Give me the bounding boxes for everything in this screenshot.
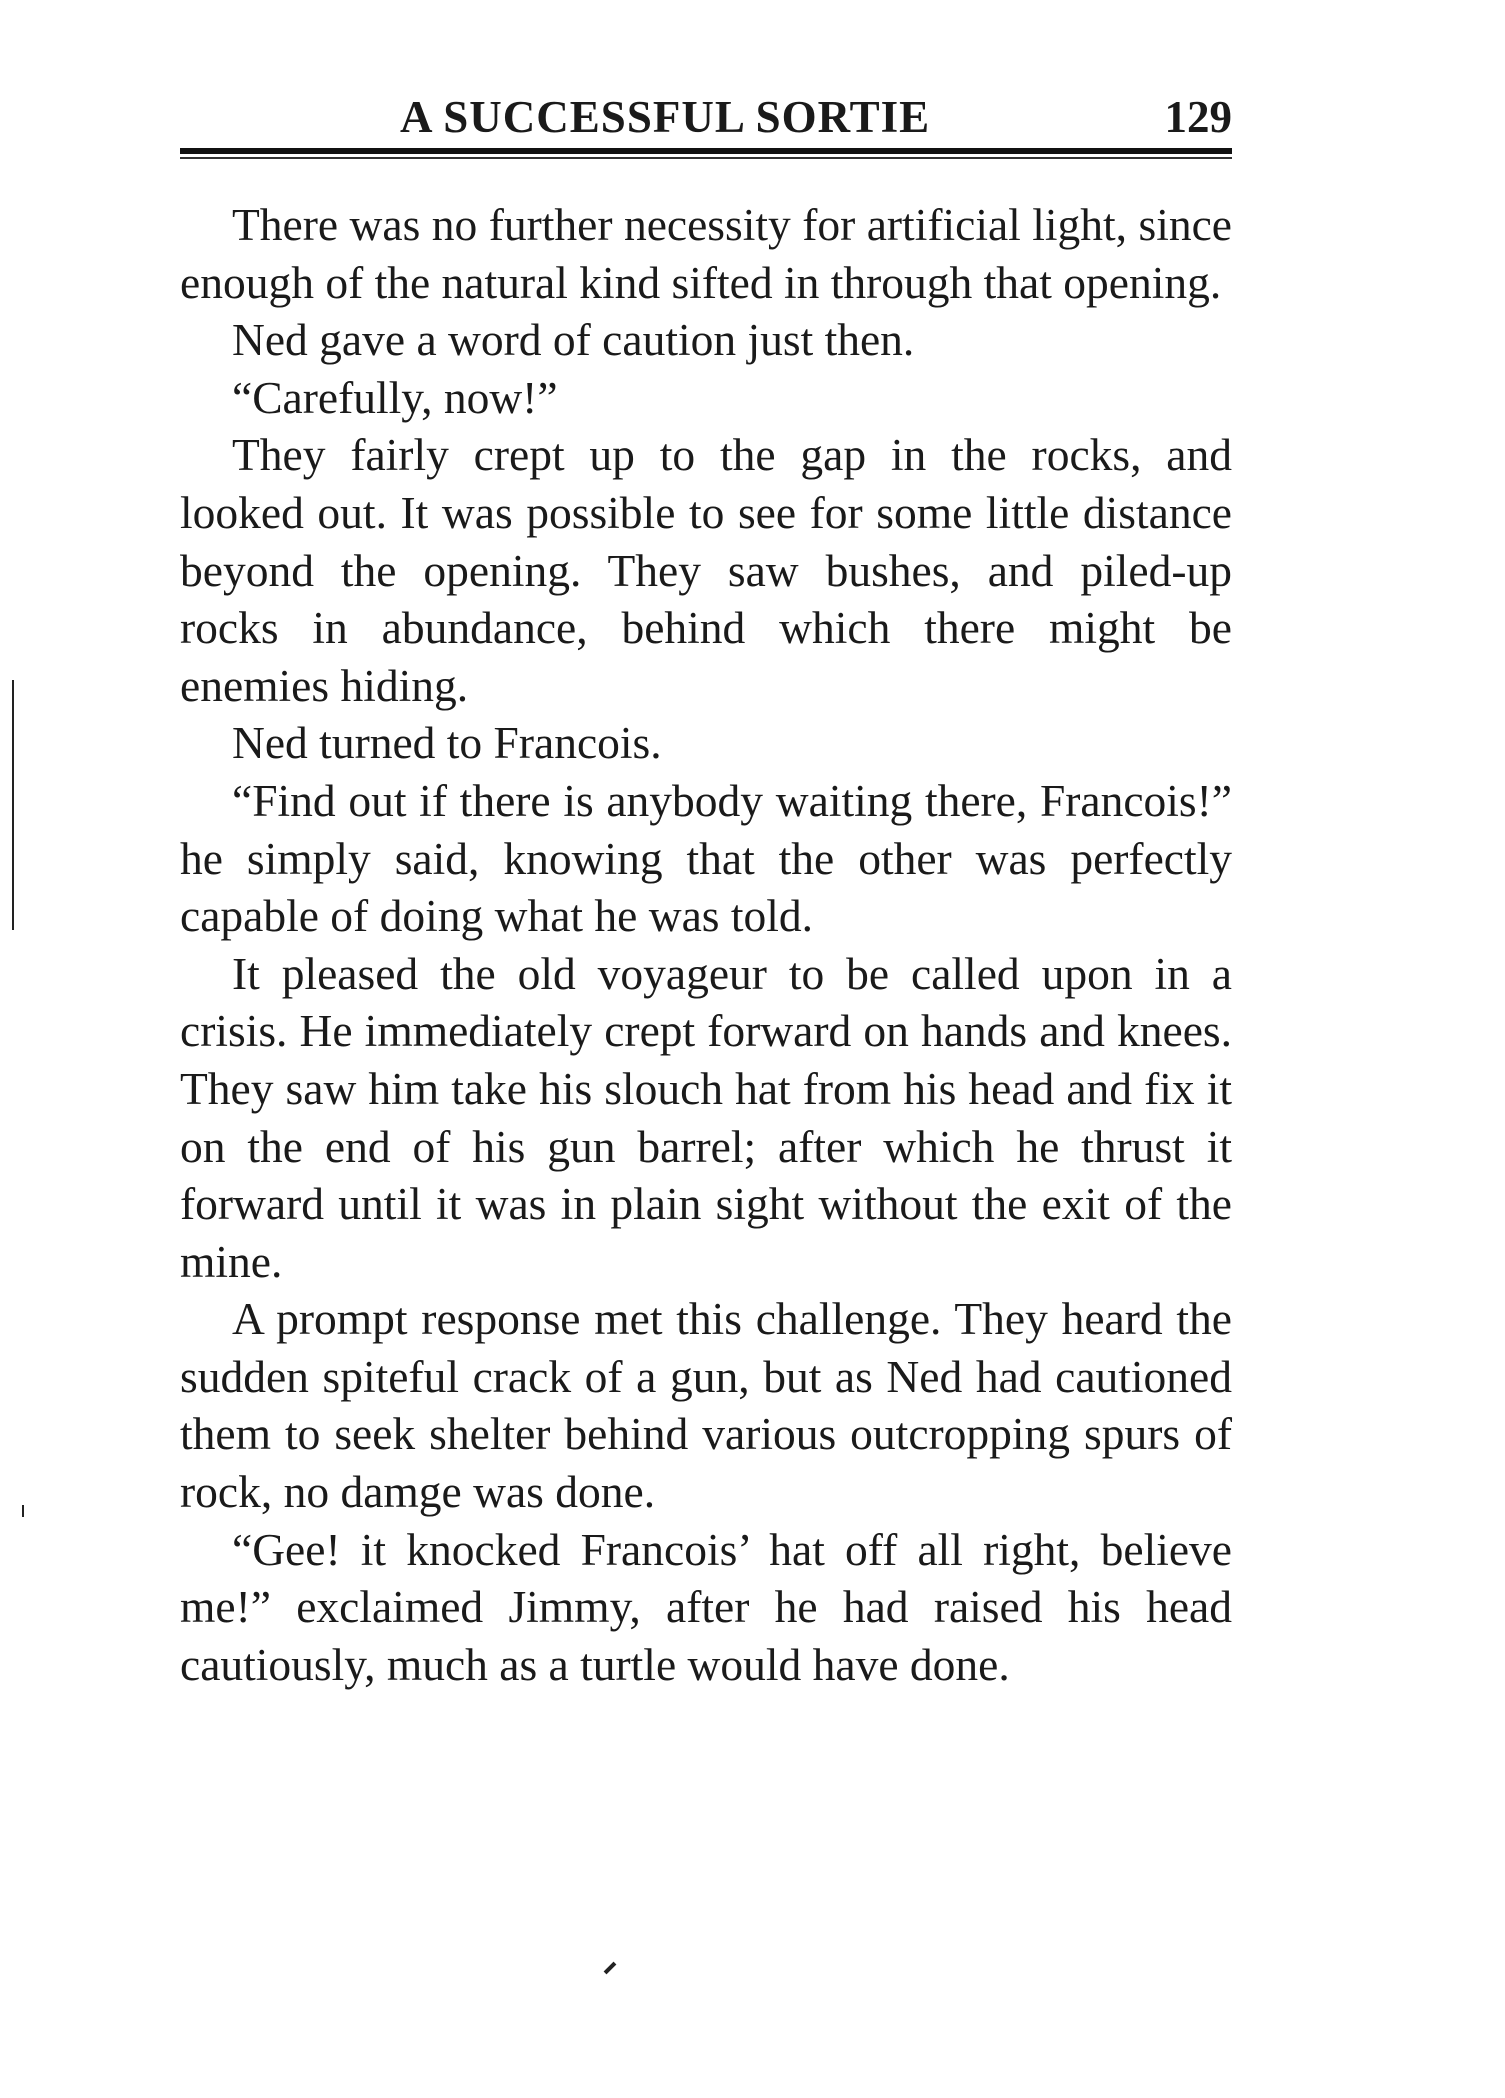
paragraph: It pleased the old voyageur to be called upon in a crisis. He immediately crept forward on hands and knees. They saw him take his slouch hat from his head and fix it on the end of his gun barrel; after which he thrust it forward until it was in plain sight without the exit of the mine.: [180, 947, 1232, 1287]
header-rule: [180, 148, 1232, 154]
paragraph: “Find out if there is anybody waiting there, Francois!” he simply said, knowing that the other was perfectly capable of doing what he was told.: [180, 774, 1232, 942]
body-text: [180, 196, 1232, 1693]
paragraph: “Gee! it knocked Francois’ hat off all right, believe me!” exclaimed Jimmy, after he had raised his head cautiously, much as a turtle would have done.: [180, 1523, 1232, 1690]
chapter-title: A SUCCESSFUL SORTIE: [400, 92, 931, 142]
paragraph: Ned gave a word of caution just then.: [232, 314, 915, 366]
margin-tick-mark: [22, 1505, 24, 1517]
paragraph: They fairly crept up to the gap in the rocks, and looked out. It was possible to see for some little distance beyond the opening. They saw bushes, and piled-up rocks in abundance, behind which there might be enemies hiding.: [180, 429, 1232, 711]
page-number: 129: [1164, 92, 1232, 142]
paragraph: “Carefully, now!”: [232, 371, 558, 423]
header-rule-thin: [180, 157, 1232, 159]
margin-bar-mark: [12, 680, 14, 930]
paragraph: There was no further necessity for artificial light, since enough of the natural kind sifted in through that opening.: [180, 199, 1232, 308]
paragraph: Ned turned to Francois.: [232, 717, 662, 769]
paragraph: A prompt response met this challenge. They heard the sudden spiteful crack of a gun, but as Ned had cautioned them to seek shelter behind various outcropping spurs of rock, no damge was done.: [180, 1293, 1232, 1518]
running-head: [180, 88, 1232, 146]
footer-ink-mark: [604, 1962, 617, 1975]
